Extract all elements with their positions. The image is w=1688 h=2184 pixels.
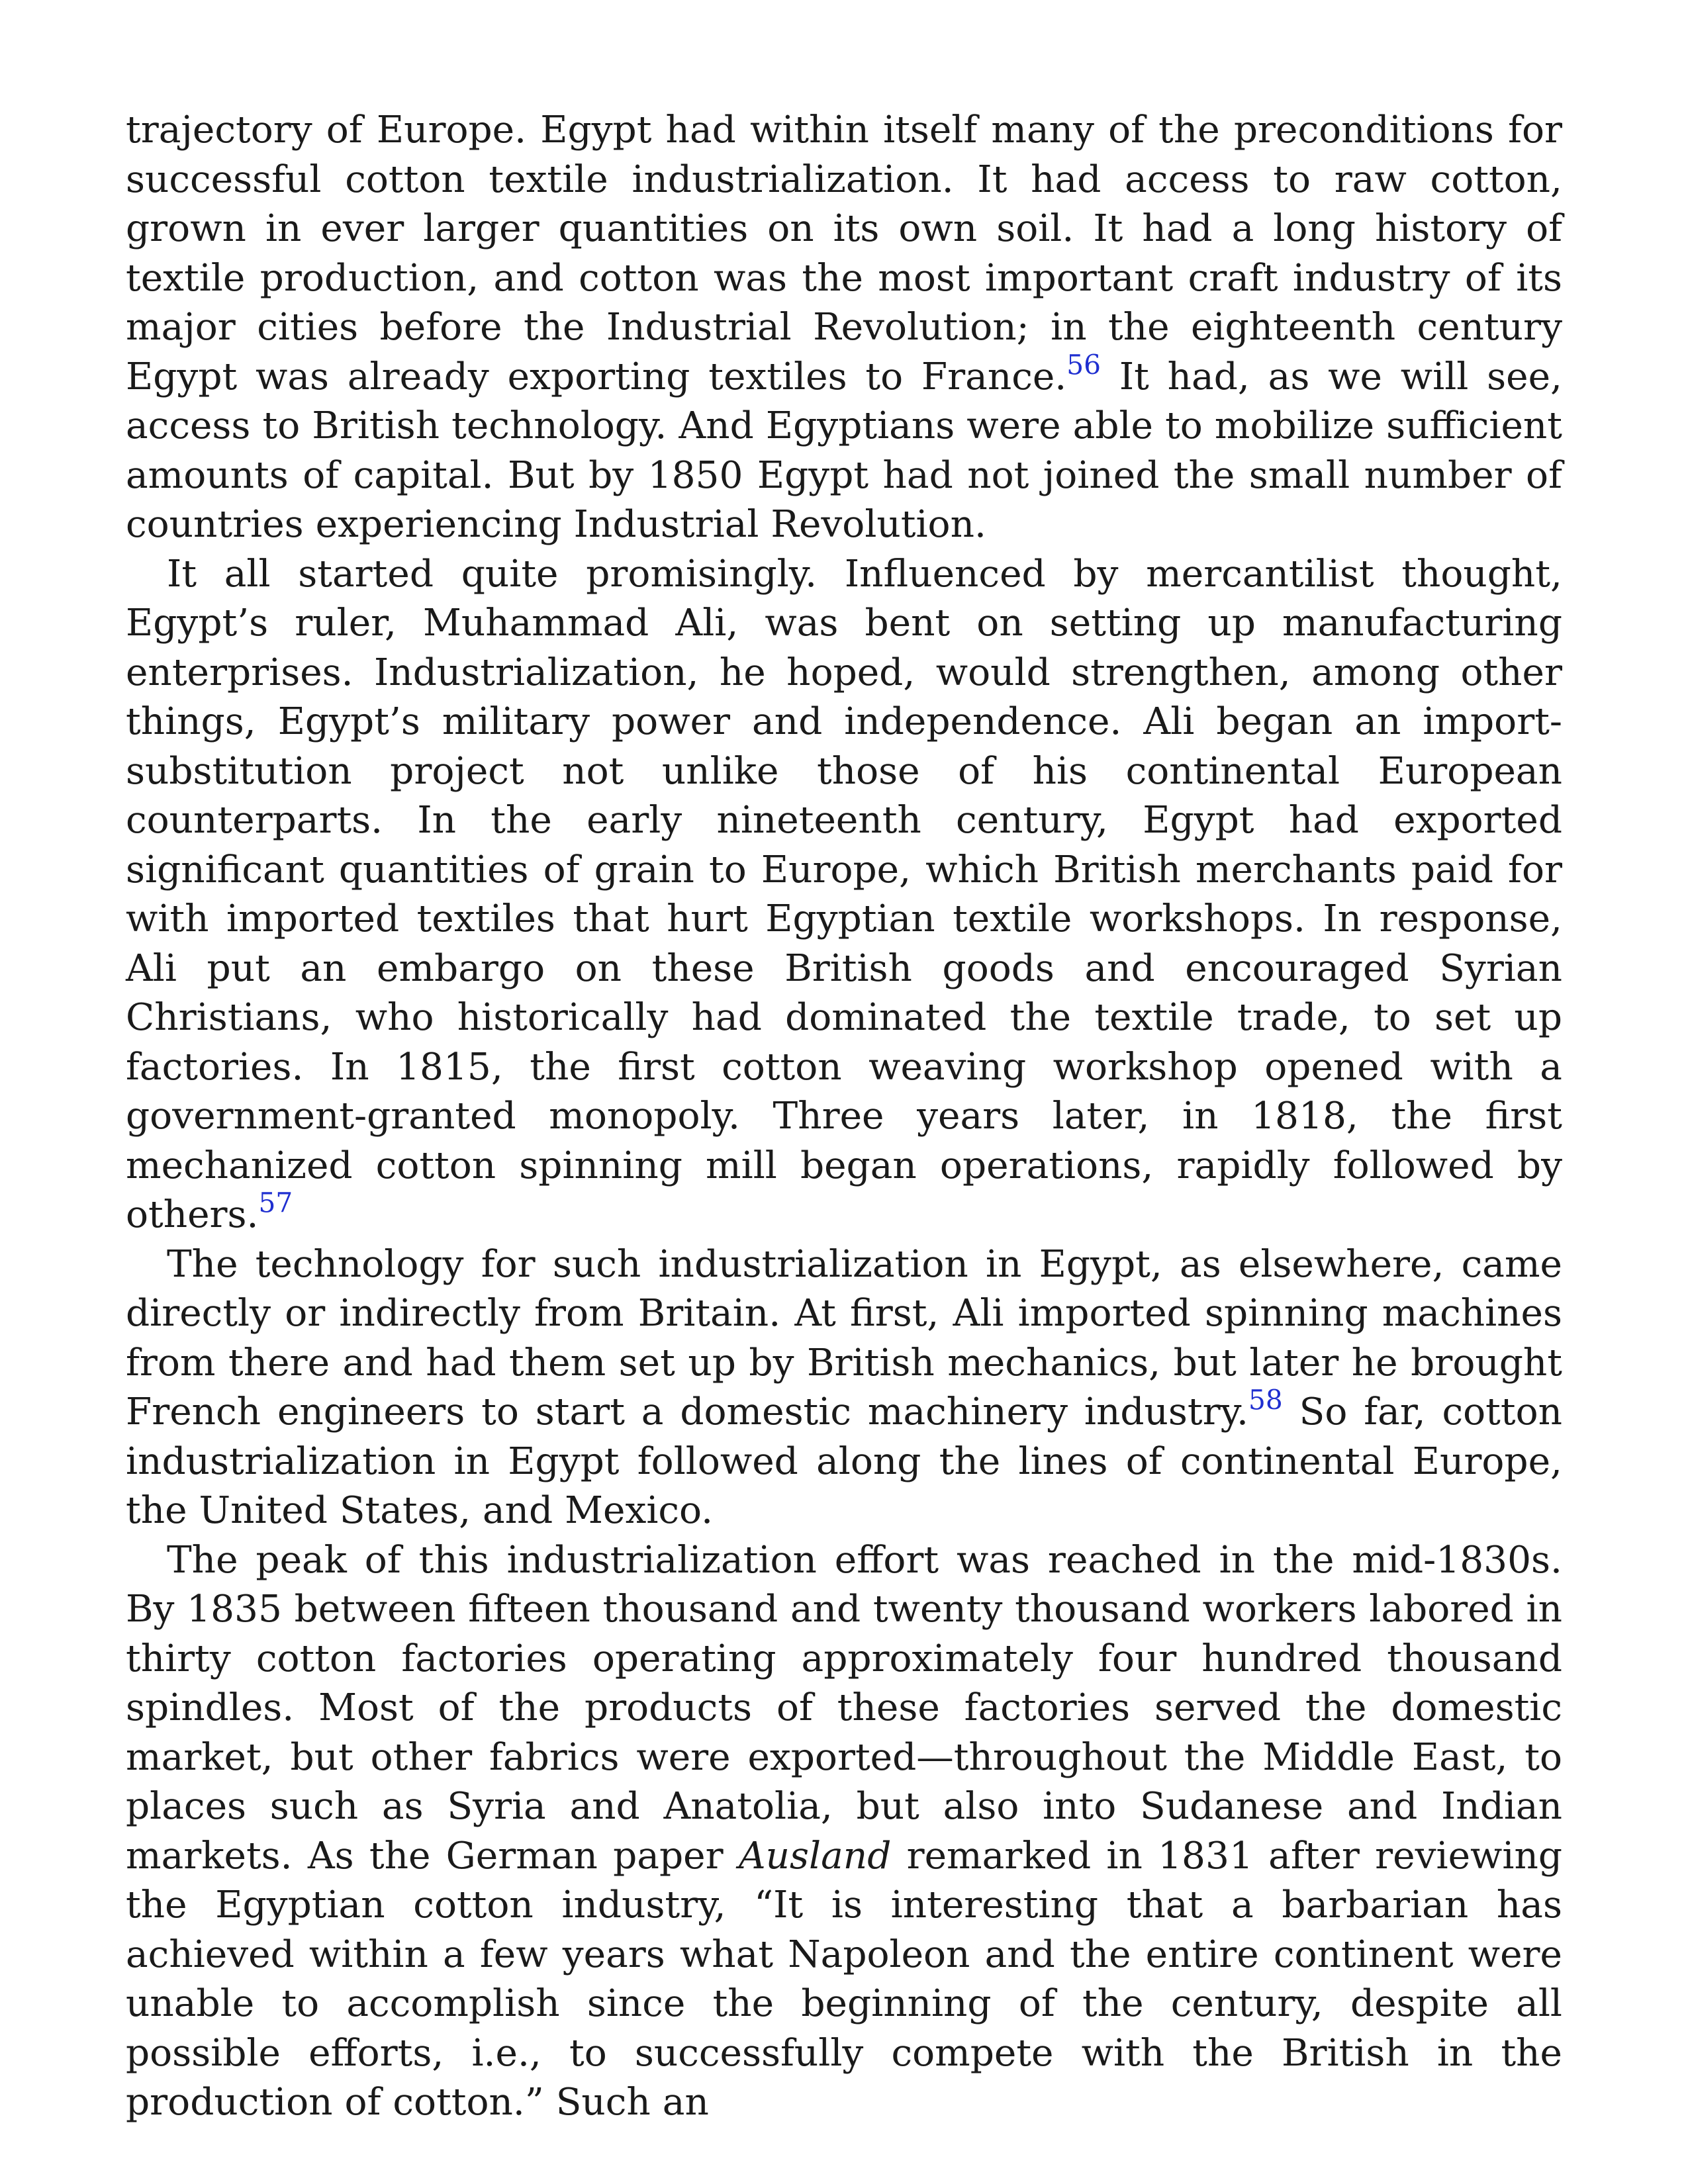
document-page xyxy=(126,106,1562,2128)
publication-title: Ausland xyxy=(738,1834,892,1878)
paragraph-2 xyxy=(126,550,1562,1240)
paragraph-1 xyxy=(126,106,1562,550)
paragraph-text: So far, cotton industrialization in Egypt followed along the lines of continental Europe, the United States, and Mexico. xyxy=(126,1390,1562,1532)
paragraph-text: remarked in 1831 after reviewing the Egyptian cotton industry, “It is interesting that a barbarian has achieved within a few years what Napoleon and the entire continent were unable to accomplish since the beginning of the century, despite all possible efforts, i.e., to successfully compete with the British in the production of cotton.” Such an xyxy=(126,1834,1562,2124)
paragraph-3 xyxy=(126,1240,1562,1536)
paragraph-text: trajectory of Europe. Egypt had within itself many of the preconditions for successful cotton textile industrialization. It had access to raw cotton, grown in ever larger quantities on its own soil. It had a long history of textile production, and cotton was the most important craft industry of its major cities before the Industrial Revolution; in the eighteenth century Egypt was already exporting textiles to France. xyxy=(126,109,1562,398)
paragraph-4 xyxy=(126,1536,1562,2128)
footnote-ref-56[interactable]: 56 xyxy=(1066,349,1102,381)
footnote-ref-58[interactable]: 58 xyxy=(1248,1384,1283,1416)
paragraph-text: The technology for such industrialization in Egypt, as elsewhere, came directly or indirectly from Britain. At first, Ali imported spinning machines from there and had them set up by British mechanics, but later he brought French engineers to start a domestic machinery industry. xyxy=(126,1242,1562,1433)
paragraph-text: It had, as we will see, access to British technology. And Egyptians were able to mobilize sufficient amounts of capital. But by 1850 Egypt had not joined the small number of countries experiencing Industrial Revolution. xyxy=(126,355,1562,546)
paragraph-text: It all started quite promisingly. Influenced by mercantilist thought, Egypt’s ruler, Muhammad Ali, was bent on setting up manufacturing enterprises. Industrialization, he hoped, would strengthen, among other things, Egypt’s military power and independence. Ali began an import-substitution project not unlike those of his continental European counterparts. In the early nineteenth century, Egypt had exported significant quantities of grain to Europe, which British merchants paid for with imported textiles that hurt Egyptian textile workshops. In response, Ali put an embargo on these British goods and encouraged Syrian Christians, who historically had dominated the textile trade, to set up factories. In 1815, the first cotton weaving workshop opened with a government-granted monopoly. Three years later, in 1818, the first mechanized cotton spinning mill began operations, rapidly followed by others. xyxy=(126,552,1562,1236)
paragraph-text: The peak of this industrialization effort was reached in the mid-1830s. By 1835 between fifteen thousand and twenty thousand workers labored in thirty cotton factories operating approximately four hundred thousand spindles. Most of the products of these factories served the domestic market, but other fabrics were exported—throughout the Middle East, to places such as Syria and Anatolia, but also into Sudanese and Indian markets. As the German paper xyxy=(126,1538,1562,1878)
footnote-ref-57[interactable]: 57 xyxy=(258,1187,293,1219)
